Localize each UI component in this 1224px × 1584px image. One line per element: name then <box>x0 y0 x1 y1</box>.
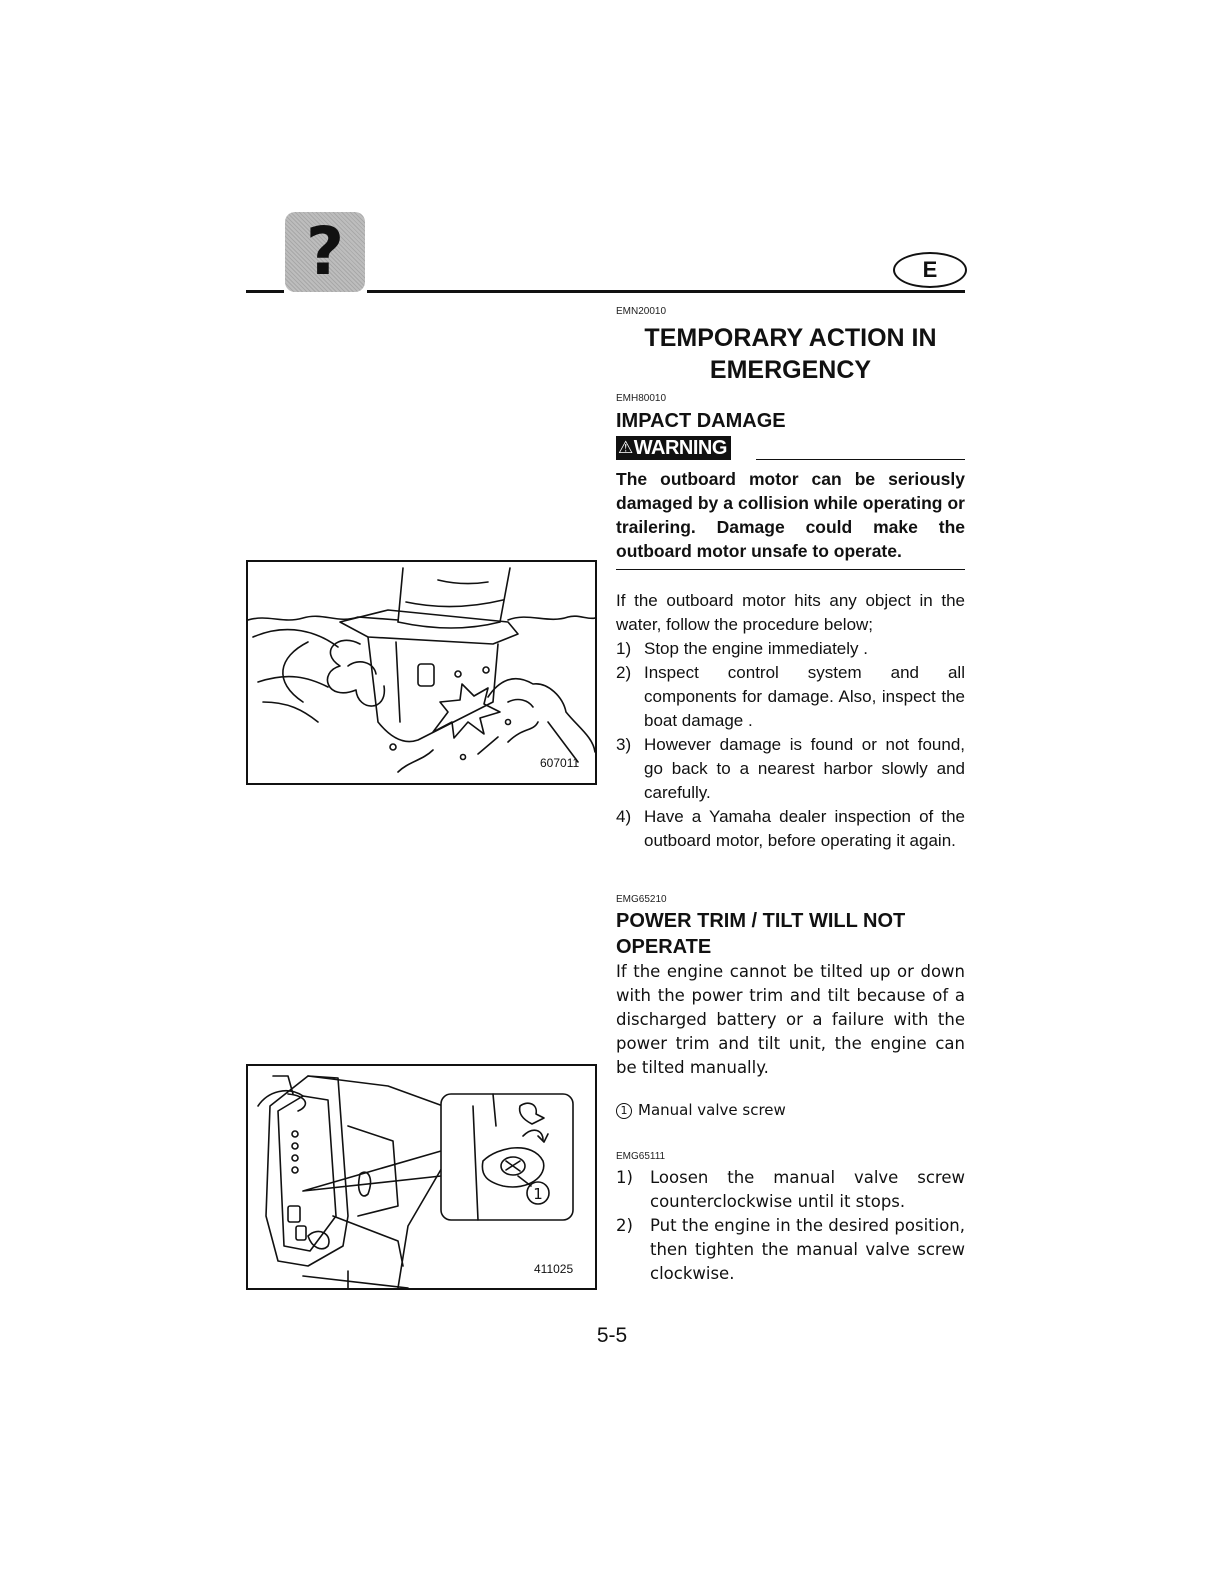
steps-code: EMG65111 <box>616 1151 666 1162</box>
question-mark-icon: ? <box>305 213 345 290</box>
warning-triangle-icon: ⚠ <box>618 438 633 457</box>
warning-rule <box>756 459 965 460</box>
warning-text: The outboard motor can be seriously damaged by a collision while operating or trailering. Damage could make the outboard motor unsafe to operate. <box>616 469 965 561</box>
power-trim-heading-line1: POWER TRIM / TILT WILL NOT <box>616 910 906 932</box>
power-trim-code: EMG65210 <box>616 894 667 905</box>
header-rule-left <box>246 290 284 293</box>
callout-label: Manual valve screw <box>638 1101 786 1119</box>
impact-steps <box>616 637 965 853</box>
section-code: EMN20010 <box>616 306 667 317</box>
power-trim-intro: If the engine cannot be tilted up or down with the power trim and tilt because of a discharged battery or a failure with the power trim and tilt unit, the engine can be tilted manually. <box>616 962 965 1077</box>
impact-heading: IMPACT DAMAGE <box>616 410 786 432</box>
figure-code: 607011 <box>540 756 580 770</box>
page-number: 5-5 <box>596 1324 628 1347</box>
warning-label: WARNING <box>633 437 727 459</box>
power-trim-heading-line2: OPERATE <box>616 936 712 958</box>
manual-valve-illustration <box>246 1064 597 1290</box>
language-badge: E <box>893 252 967 288</box>
page-title <box>616 322 965 386</box>
warning-badge <box>616 436 731 460</box>
power-trim-heading <box>616 908 965 960</box>
section-tab <box>285 212 365 292</box>
header-rule-right <box>367 290 965 293</box>
page-title-line1: TEMPORARY ACTION IN <box>644 324 937 352</box>
callout-legend <box>616 1101 965 1119</box>
list-item: 2) Inspect control system and all components for damage. Also, inspect the boat damage . <box>616 663 965 730</box>
impact-code: EMH80010 <box>616 393 667 404</box>
impact-intro: If the outboard motor hits any object in the water, follow the procedure below; <box>616 591 965 634</box>
list-item: 4) Have a Yamaha dealer inspection of the outboard motor, before operating it again. <box>616 807 965 850</box>
impact-illustration <box>246 560 597 785</box>
list-item: 1) Loosen the manual valve screw counterclockwise until it stops. <box>616 1168 965 1211</box>
callout-number: 1 <box>616 1103 632 1119</box>
warning-bottom-rule <box>616 569 965 570</box>
figure-code: 411025 <box>534 1262 574 1276</box>
list-item: 3) However damage is found or not found, go back to a nearest harbor slowly and carefully. <box>616 735 965 802</box>
callout-number-in-figure: 1 <box>533 1185 543 1203</box>
power-trim-steps <box>616 1166 965 1286</box>
power-trim-steps-block <box>616 1166 965 1286</box>
impact-body <box>616 589 965 853</box>
list-item: 2) Put the engine in the desired position, then tighten the manual valve screw clockwise. <box>616 1216 965 1283</box>
page-title-line2: EMERGENCY <box>709 356 872 384</box>
list-item: 1) Stop the engine immediately . <box>616 639 868 658</box>
